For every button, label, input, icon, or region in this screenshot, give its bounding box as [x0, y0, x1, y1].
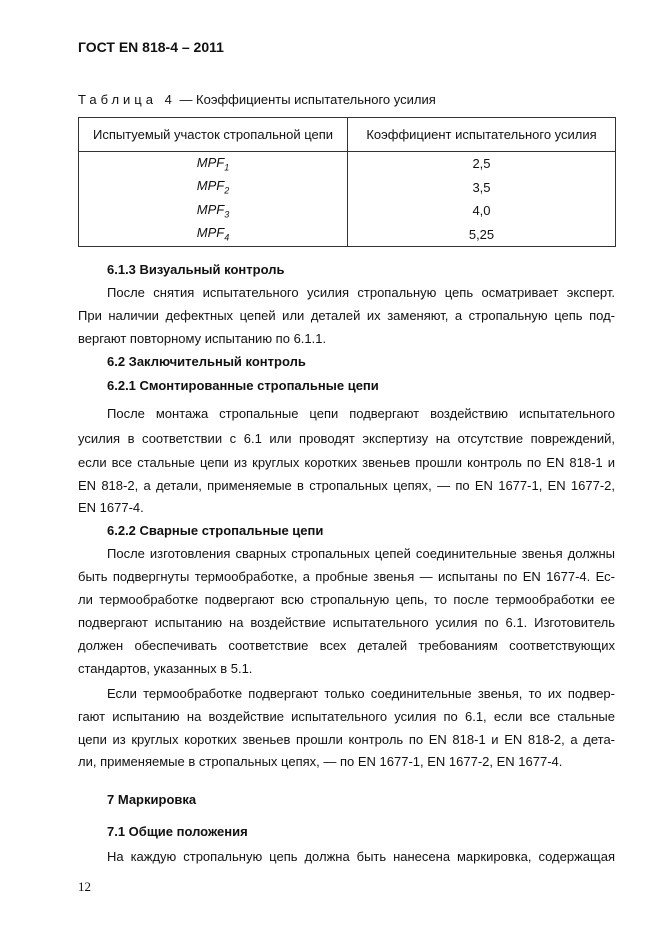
table-cell: 3,5 [348, 176, 616, 200]
table-cell: 5,25 [348, 223, 616, 247]
text-line: При наличии дефектных цепей или деталей их заменяют, а стропальную цепь под- [78, 308, 615, 323]
section-heading: 7.1 Общие положения [107, 824, 248, 839]
section-heading: 7 Маркировка [107, 792, 197, 807]
text-line: Если термообработке подвергают только соединительные звенья, то их подвер- [107, 686, 615, 701]
page-number: 12 [78, 879, 91, 894]
text-line: усилия в соответствии с 6.1 или проводят экспертизу на отсутствие повреждений, [78, 431, 615, 446]
section-heading: 6.2.2 Сварные стропальные цепи [107, 523, 324, 538]
text-line: если все стальные цепи из круглых коротких звеньев прошли контроль по EN 818-1 и [78, 455, 615, 470]
table-cell: $MPF_3$ [79, 199, 348, 223]
table-caption-label: Таблица 4 [78, 92, 176, 107]
table-caption [78, 92, 436, 107]
table-row [79, 223, 616, 247]
text-line: После снятия испытательного усилия стропальную цепь осматривает эксперт. [107, 285, 615, 300]
table-row [79, 199, 616, 223]
section-heading: 6.2 Заключительный контроль [107, 354, 306, 369]
text-line: EN 1677-4. [78, 500, 144, 515]
text-line: гают испытанию на воздействие испытательного усилия по 6.1, если все стальные [78, 709, 615, 724]
text-line: вергают повторному испытанию по 6.1.1. [78, 331, 327, 346]
text-line: ли, применяемые в стропальных цепях, — по EN 1677-1, EN 1677-2, EN 1677-4. [78, 754, 563, 769]
table-cell: 2,5 [348, 152, 616, 176]
text-line: быть подвергнуты термообработке, а пробные звенья — испытаны по EN 1677-4. Ес- [78, 569, 615, 584]
text-line: цепи из круглых коротких звеньев прошли контроль по EN 818-1 и EN 818-2, а дета- [78, 732, 615, 747]
coefficients-table [78, 117, 616, 247]
table-cell: 4,0 [348, 199, 616, 223]
text-line: подвергают испытанию на воздействие испытательного усилия по 6.1. Изготовитель [78, 615, 615, 630]
text-line: После изготовления сварных стропальных цепей соединительные звенья должны [107, 546, 615, 561]
column-header: Коэффициент испытательного усилия [348, 118, 616, 152]
text-line: После монтажа стропальные цепи подвергают воздействию испытательного [107, 406, 615, 421]
table-row [79, 176, 616, 200]
text-line: EN 818-2, а детали, применяемые в стропальных цепях, — по EN 1677-1, EN 1677-2, [78, 478, 615, 493]
table-header-row [79, 118, 616, 152]
table-cell: $MPF_2$ [79, 176, 348, 200]
table-cell: $MPF_4$ [79, 223, 348, 247]
section-heading: 6.1.3 Визуальный контроль [107, 262, 285, 277]
text-line: На каждую стропальную цепь должна быть нанесена маркировка, содержащая [107, 849, 615, 864]
text-line: ли термообработке подвергают всю стропальную цепь, то после термообработки ее [78, 592, 615, 607]
table-caption-text: — Коэффициенты испытательного усилия [175, 92, 436, 107]
table-cell: $MPF_1$ [79, 152, 348, 176]
table-row [79, 152, 616, 176]
column-header: Испытуемый участок стропальной цепи [79, 118, 348, 152]
text-line: должен обеспечивать соответствие всех деталей требованиям соответствующих [78, 638, 615, 653]
section-heading: 6.2.1 Смонтированные стропальные цепи [107, 378, 379, 393]
document-header: ГОСТ EN 818-4 – 2011 [78, 39, 224, 55]
text-line: стандартов, указанных в 5.1. [78, 661, 253, 676]
